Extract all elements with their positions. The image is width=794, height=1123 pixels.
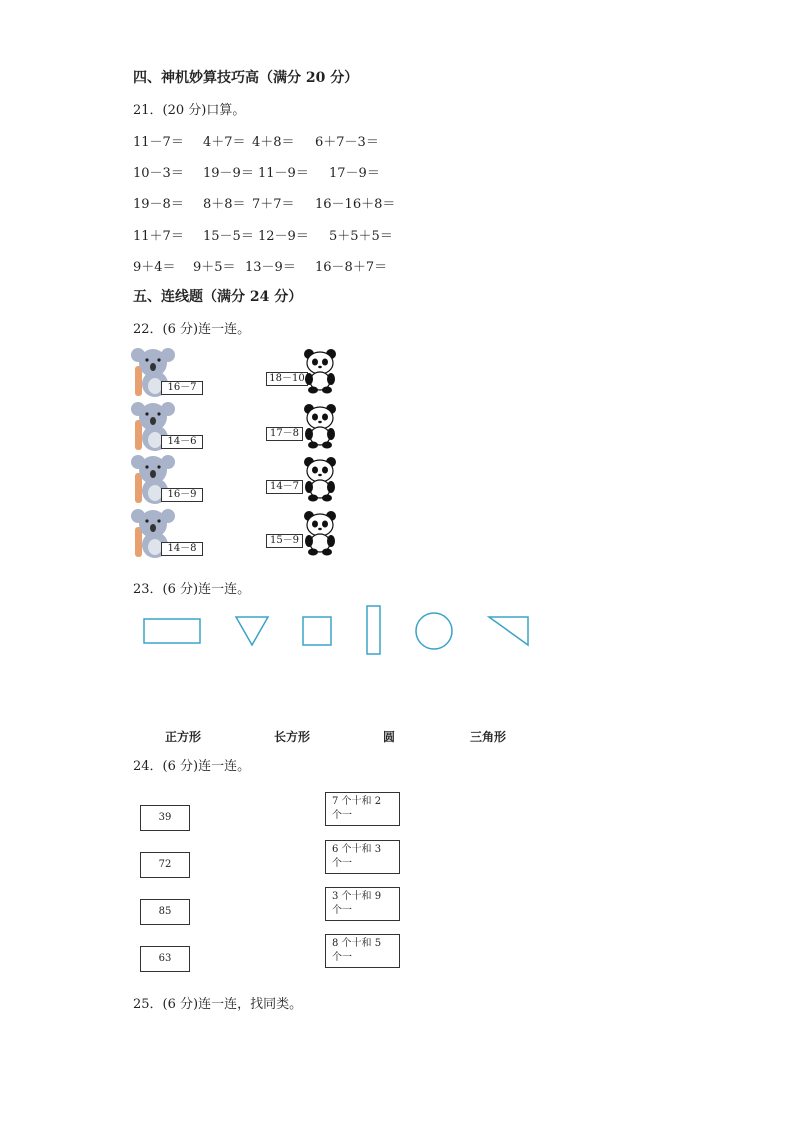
calc-item: 16－8＋7＝ [315,260,388,275]
place-value-box[interactable]: 6 个十和 3 个一 [325,840,400,874]
panda-icon [302,348,338,394]
number-box[interactable]: 39 [140,805,190,831]
right-triangle-shape[interactable] [489,617,528,645]
label-rectangle[interactable]: 长方形 [274,730,311,744]
panda-expression: 18－10 [266,372,308,386]
calc-item: 11－7＝ [133,135,184,150]
calc-item: 19－9＝ [203,166,254,181]
calc-item: 9＋4＝ [133,260,176,275]
koala-expression: 16－7 [161,381,203,395]
square-shape[interactable] [303,617,331,645]
calc-item: 6＋7－3＝ [315,135,379,150]
calc-item: 13－9＝ [245,260,296,275]
shapes-row [130,600,550,660]
panda-card[interactable] [266,510,338,556]
panda-card[interactable] [266,456,338,502]
question-24: 24．(6 分)连一连。 [133,759,251,774]
koala-card[interactable] [131,453,203,505]
calc-item: 16－16＋8＝ [315,197,396,212]
question-22: 22．(6 分)连一连。 [133,322,251,337]
question-23: 23．(6 分)连一连。 [133,582,251,597]
calc-item: 12－9＝ [258,229,309,244]
calc-item: 8＋8＝ [203,197,246,212]
question-21: 21．(20 分)口算。 [133,103,246,118]
calc-item: 5＋5＋5＝ [329,229,393,244]
calc-item: 11－9＝ [258,166,309,181]
label-circle[interactable]: 圆 [383,730,396,744]
koala-expression: 14－8 [161,542,203,556]
koala-expression: 16－9 [161,488,203,502]
calc-item: 19－8＝ [133,197,184,212]
calc-item: 11＋7＝ [133,229,184,244]
rectangle-shape[interactable] [144,619,200,643]
number-box[interactable]: 72 [140,852,190,878]
panda-icon [302,403,338,449]
tall-rectangle-shape[interactable] [367,606,380,654]
panda-icon [302,510,338,556]
calc-item: 4＋7＝ [203,135,246,150]
panda-expression: 15－9 [266,534,303,548]
number-box[interactable]: 85 [140,899,190,925]
calc-item: 4＋8＝ [252,135,295,150]
calc-item: 17－9＝ [329,166,380,181]
place-value-box[interactable]: 8 个十和 5 个一 [325,934,400,968]
place-value-box[interactable]: 7 个十和 2 个一 [325,792,400,826]
calc-item: 9＋5＝ [193,260,236,275]
panda-card[interactable] [266,348,338,394]
panda-card[interactable] [266,403,338,449]
koala-card[interactable] [131,400,203,452]
panda-icon [302,456,338,502]
circle-shape[interactable] [416,613,452,649]
number-box[interactable]: 63 [140,946,190,972]
question-25: 25．(6 分)连一连，找同类。 [133,997,303,1012]
section-5-heading: 五、连线题（满分 24 分） [133,289,303,305]
section-4-heading: 四、神机妙算技巧高（满分 20 分） [133,70,359,86]
label-square[interactable]: 正方形 [165,730,202,744]
koala-card[interactable] [131,507,203,559]
place-value-box[interactable]: 3 个十和 9 个一 [325,887,400,921]
calc-item: 10－3＝ [133,166,184,181]
panda-expression: 17－8 [266,427,303,441]
calc-item: 15－5＝ [203,229,254,244]
triangle-shape[interactable] [236,617,268,645]
koala-card[interactable] [131,346,203,398]
calc-item: 7＋7＝ [252,197,295,212]
panda-expression: 14－7 [266,480,303,494]
label-triangle[interactable]: 三角形 [470,730,507,744]
koala-expression: 14－6 [161,435,203,449]
